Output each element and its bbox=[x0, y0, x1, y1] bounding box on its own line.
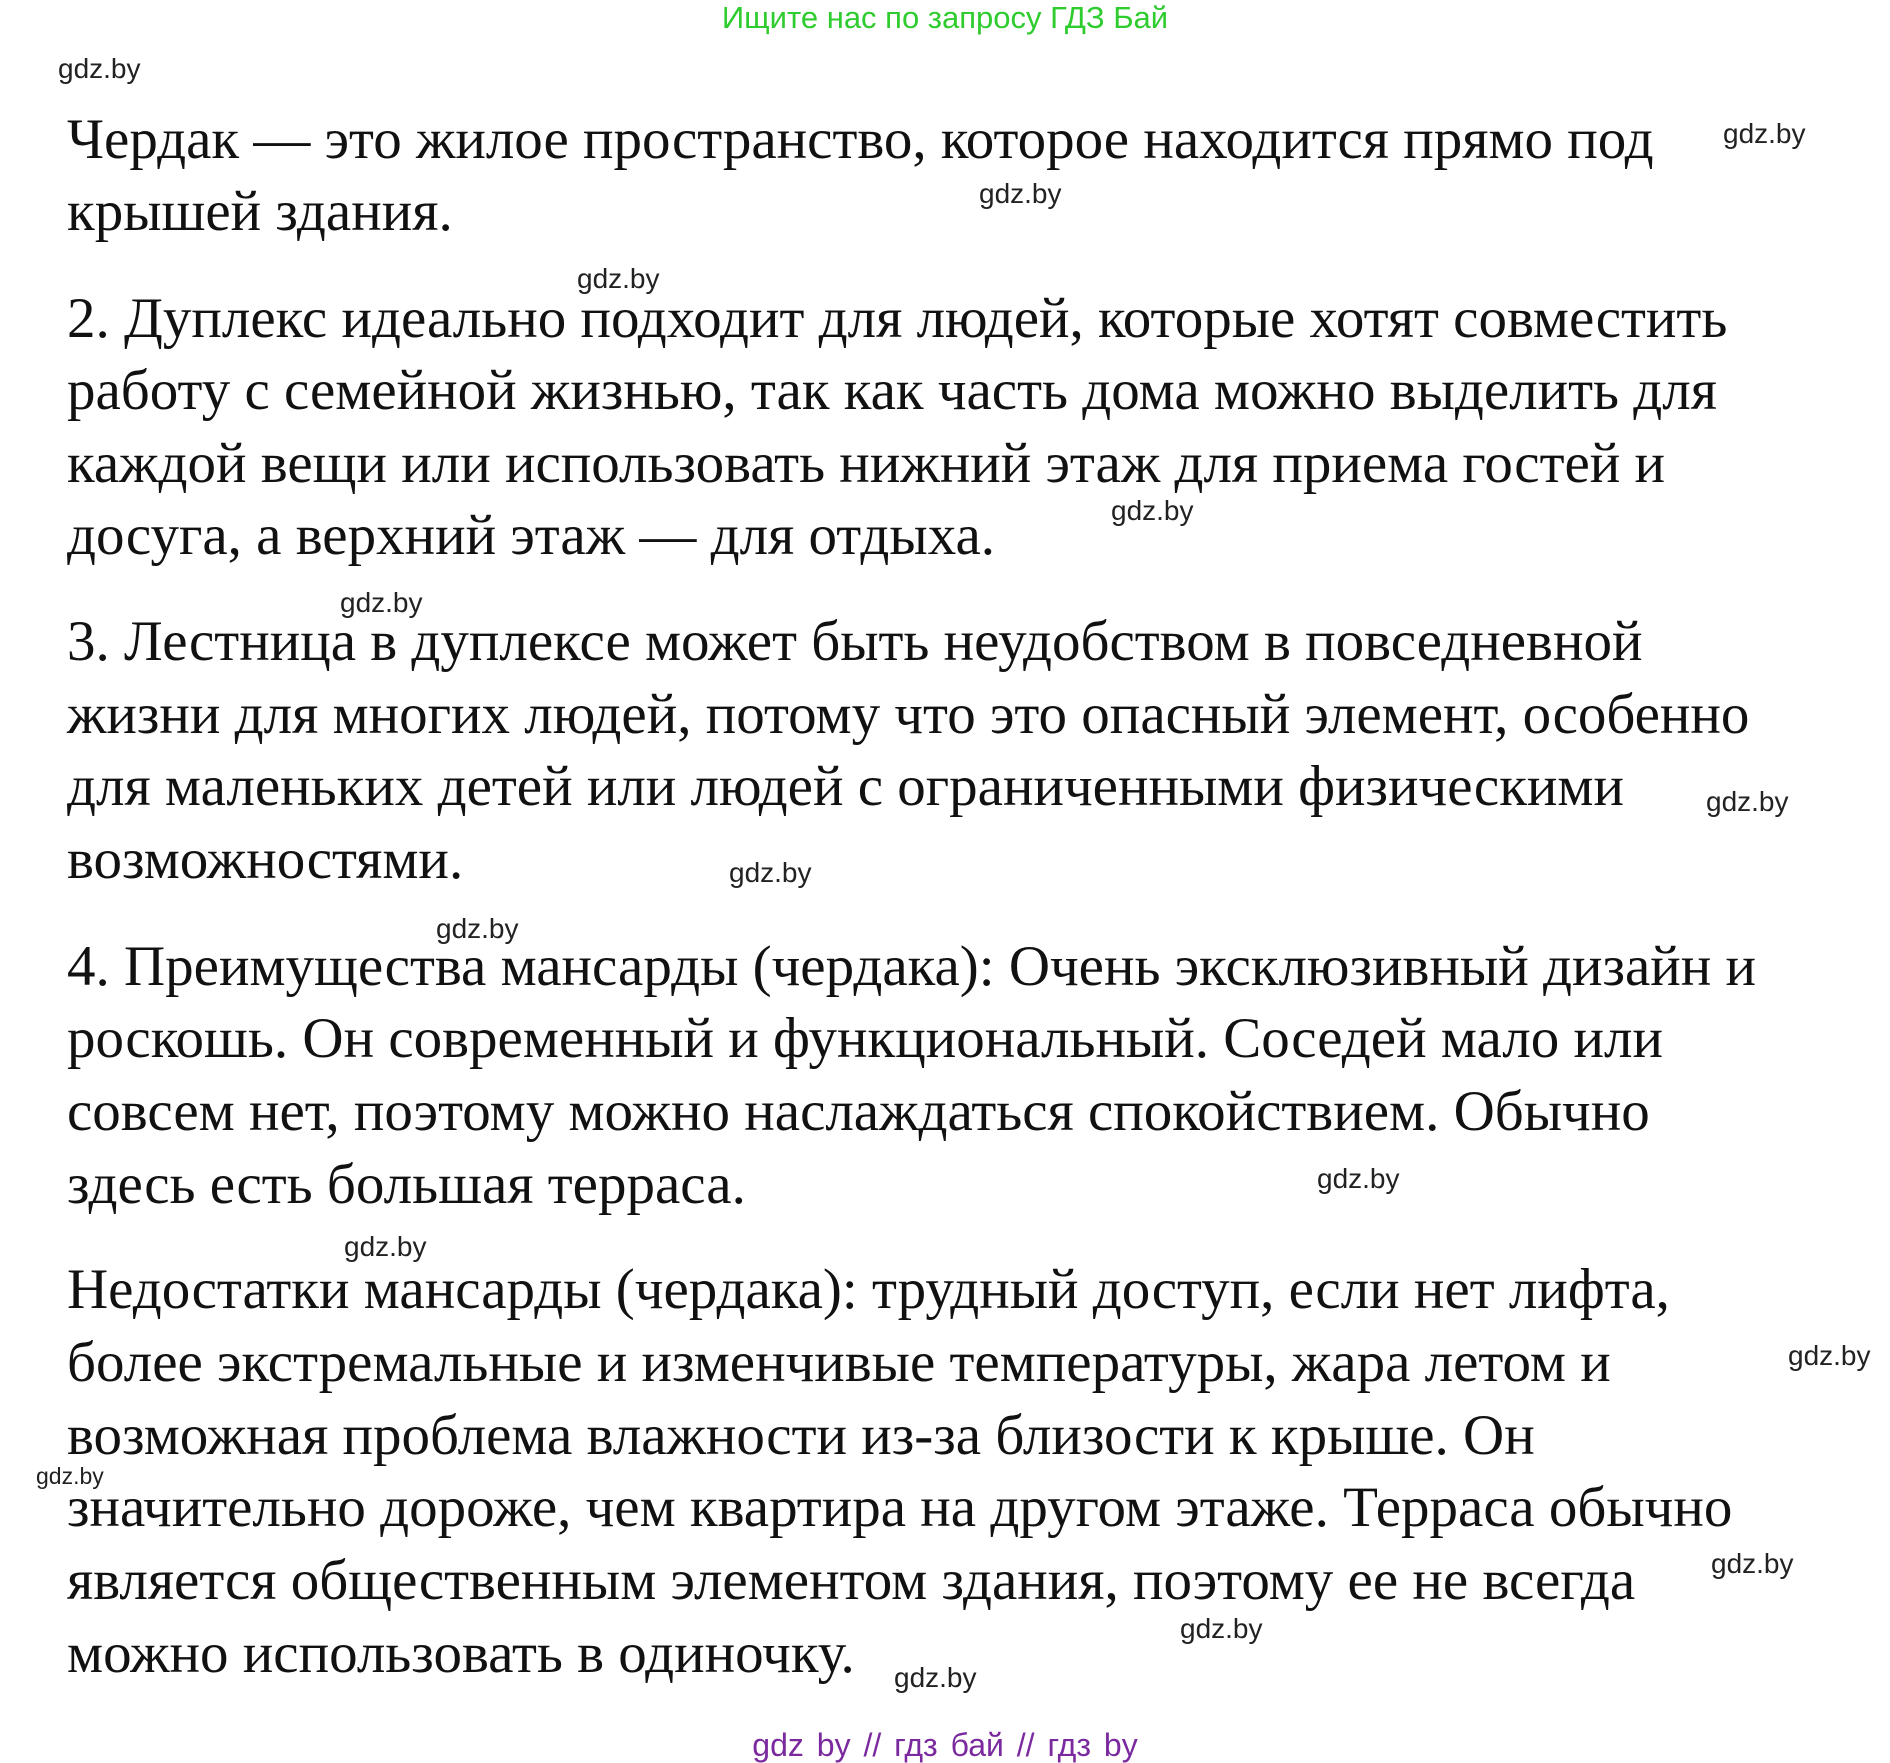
watermark: gdz.by bbox=[729, 857, 812, 888]
text-line: роскошь. Он современный и функциональный. Соседей мало или bbox=[67, 1007, 1663, 1070]
watermark: gdz.by bbox=[1180, 1613, 1263, 1644]
watermark: gdz.by bbox=[436, 913, 519, 944]
text-line: крышей здания. bbox=[67, 180, 453, 243]
text-line: каждой вещи или использовать нижний этаж для приема гостей и bbox=[67, 432, 1666, 495]
watermark: gdz.by bbox=[894, 1662, 977, 1693]
text-line: совсем нет, поэтому можно наслаждаться спокойствием. Обычно bbox=[67, 1080, 1650, 1143]
header-banner: Ищите нас по запросу ГДЗ Бай bbox=[721, 0, 1169, 35]
text-line: возможностями. bbox=[67, 828, 464, 891]
watermark: gdz.by bbox=[1788, 1340, 1871, 1371]
text-line: работу с семейной жизнью, так как часть дома можно выделить для bbox=[67, 359, 1717, 422]
watermark: gdz.by bbox=[577, 263, 660, 294]
watermark: gdz.by bbox=[344, 1231, 427, 1262]
text-line: значительно дороже, чем квартира на другом этаже. Терраса обычно bbox=[67, 1476, 1733, 1539]
text-line: здесь есть большая терраса. bbox=[67, 1153, 746, 1216]
text-line: Недостатки мансарды (чердака): трудный доступ, если нет лифта, bbox=[67, 1258, 1670, 1321]
watermark: gdz.by bbox=[340, 587, 423, 618]
footer-banner: gdz by // гдз бай // гдз by bbox=[752, 1727, 1138, 1763]
watermark: gdz.by bbox=[1723, 118, 1806, 149]
watermark: gdz.by bbox=[58, 53, 141, 84]
text-line: для маленьких детей или людей с ограниченными физическими bbox=[67, 755, 1624, 818]
text-line: можно использовать в одиночку. bbox=[67, 1622, 855, 1685]
text-line: 2. Дуплекс идеально подходит для людей, которые хотят совместить bbox=[67, 287, 1728, 350]
text-line: возможная проблема влажности из-за близости к крыше. Он bbox=[67, 1404, 1535, 1467]
text-line: 3. Лестница в дуплексе может быть неудобством в повседневной bbox=[67, 610, 1643, 673]
watermark: gdz.by bbox=[1317, 1163, 1400, 1194]
text-line: является общественным элементом здания, поэтому ее не всегда bbox=[67, 1549, 1636, 1612]
text-line: жизни для многих людей, потому что это опасный элемент, особенно bbox=[67, 683, 1750, 746]
text-line: 4. Преимущества мансарды (чердака): Очень эксклюзивный дизайн и bbox=[67, 935, 1757, 998]
watermark: gdz.by bbox=[1111, 495, 1194, 526]
watermark: gdz.by bbox=[36, 1463, 104, 1489]
text-line: более экстремальные и изменчивые температуры, жара летом и bbox=[67, 1331, 1611, 1394]
watermark: gdz.by bbox=[1706, 786, 1789, 817]
watermark: gdz.by bbox=[979, 178, 1062, 209]
watermark: gdz.by bbox=[1711, 1548, 1794, 1579]
text-line: Чердак — это жилое пространство, которое находится прямо под bbox=[67, 108, 1654, 171]
text-line: досуга, а верхний этаж — для отдыха. bbox=[67, 504, 996, 567]
